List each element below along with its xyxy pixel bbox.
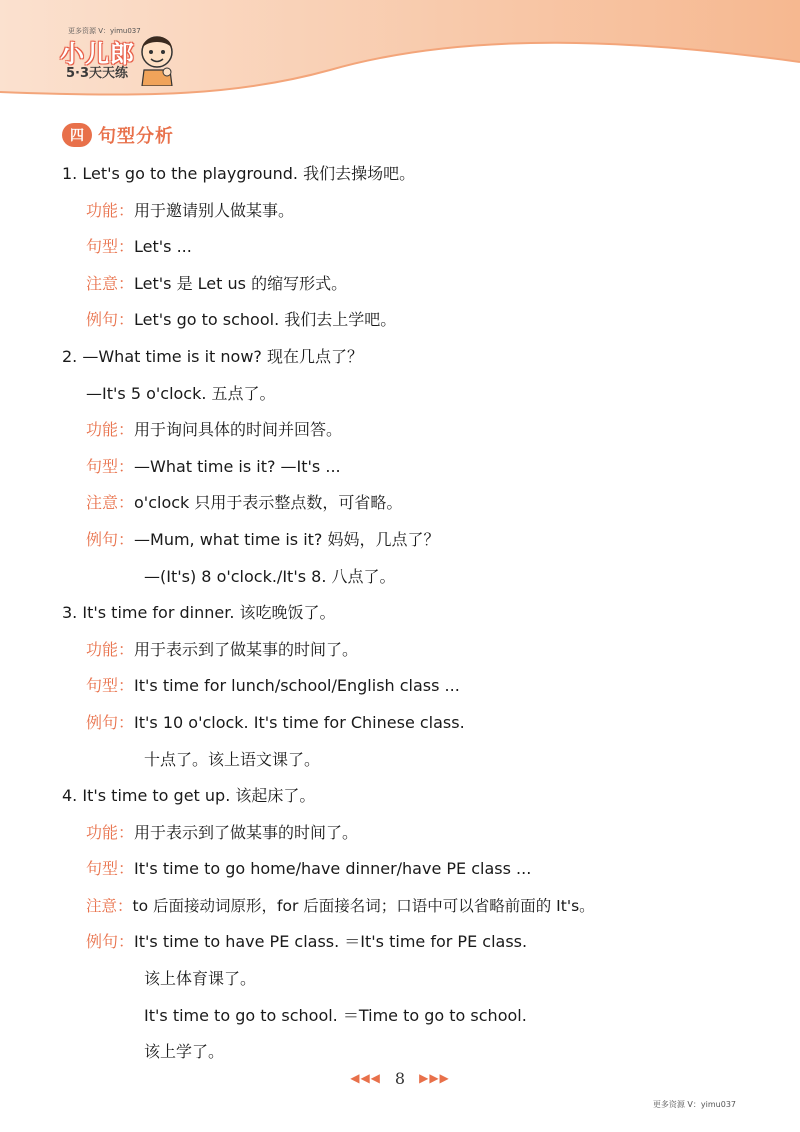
logo-title: 小儿郎 — [60, 40, 135, 68]
header-small-text: 更多资源 V：yimu037 — [68, 27, 141, 35]
item-3-function: 功能：用于表示到了做某事的时间了。 — [86, 639, 359, 659]
item-4-function: 功能：用于表示到了做某事的时间了。 — [86, 822, 359, 842]
item-2-example-continued: —(It's) 8 o'clock./It's 8. 八点了。 — [144, 566, 396, 586]
item-2-question: 2. —What time is it now? 现在几点了？ — [62, 346, 363, 366]
item-4-pattern: 句型：It's time to go home/have dinner/have PE class ... — [86, 859, 532, 879]
mascot-boy-icon — [134, 30, 180, 86]
item-1-example: 例句：Let's go to school. 我们去上学吧。 — [86, 310, 397, 330]
item-4-example: 例句：It's time to have PE class. ＝It's time for PE class. — [86, 932, 528, 952]
item-2-function: 功能：用于询问具体的时间并回答。 — [86, 420, 343, 440]
page-footer — [0, 1066, 800, 1090]
item-4-note: 注意：to 后面接动词原形，for 后面接名词；口语中可以省略前面的 It's。 — [86, 896, 595, 915]
section-heading — [62, 122, 174, 148]
logo-subtitle: 5·3天天练 — [66, 66, 129, 81]
prev-arrows-icon: ◀◀◀ — [350, 1071, 381, 1085]
item-4-example-translation-1: 该上体育课了。 — [144, 969, 257, 989]
item-2-example: 例句：—Mum, what time is it? 妈妈，几点了？ — [86, 529, 440, 549]
item-1-sentence: 1. Let's go to the playground. 我们去操场吧。 — [62, 164, 416, 183]
item-4-example-2: It's time to go to school. ＝Time to go to school. — [144, 1005, 527, 1025]
item-1-pattern: 句型：Let's ... — [86, 237, 192, 257]
item-2-pattern: 句型：—What time is it? —It's ... — [86, 456, 341, 476]
page-number: 8 — [394, 1068, 406, 1088]
item-4-example-translation-2: 该上学了。 — [144, 1042, 225, 1062]
item-1-function: 功能：用于邀请别人做某事。 — [86, 200, 295, 220]
item-4-sentence: 4. It's time to get up. 该起床了。 — [62, 786, 316, 806]
item-1-note: 注意：Let's 是 Let us 的缩写形式。 — [86, 273, 348, 293]
sentence-analysis-content — [62, 156, 762, 1071]
item-2-answer: —It's 5 o'clock. 五点了。 — [86, 383, 276, 403]
item-3-sentence: 3. It's time for dinner. 该吃晚饭了。 — [62, 603, 336, 623]
next-arrows-icon: ▶▶▶ — [419, 1071, 450, 1085]
section-number-badge: 四 — [62, 123, 92, 147]
item-2-note: 注意：o'clock 只用于表示整点数，可省略。 — [86, 493, 403, 513]
item-3-pattern: 句型：It's time for lunch/school/English class ... — [86, 676, 460, 696]
section-title: 句型分析 — [98, 126, 174, 147]
corner-note: 更多资源 V：yimu037 — [652, 1100, 736, 1109]
item-3-example-translation: 十点了。该上语文课了。 — [144, 749, 321, 769]
item-3-example: 例句：It's 10 o'clock. It's time for Chinese class. — [86, 712, 465, 732]
